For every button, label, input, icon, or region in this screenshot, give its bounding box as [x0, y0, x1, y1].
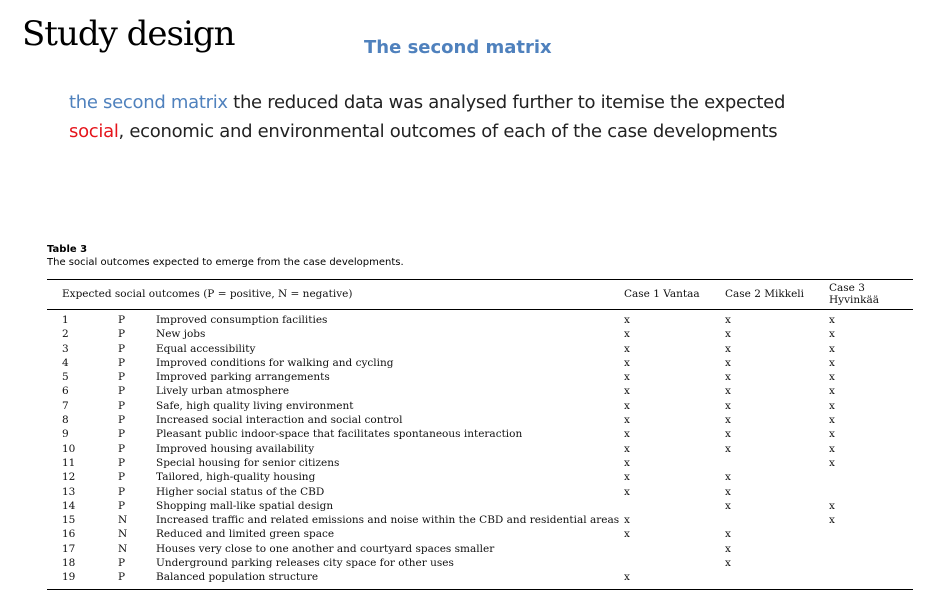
row-case2-mark: x [725, 485, 731, 498]
row-description: Improved conditions for walking and cycling [156, 356, 394, 369]
table-row [47, 499, 913, 513]
row-description: Safe, high quality living environment [156, 399, 354, 412]
row-number: 4 [62, 356, 69, 369]
row-number: 13 [62, 485, 76, 498]
row-number: 7 [62, 399, 69, 412]
row-description: Improved housing availability [156, 442, 315, 455]
table-row [47, 513, 913, 527]
row-case3-mark [829, 470, 913, 484]
row-type: P [118, 557, 126, 570]
row-case2-mark: x [725, 528, 731, 541]
table-row [47, 442, 913, 456]
matrix-heading: The second matrix [364, 37, 552, 58]
row-case1-mark [624, 542, 725, 556]
row-type: P [118, 471, 126, 484]
table-row [47, 413, 913, 427]
row-case1-mark: x [624, 414, 630, 427]
row-case3-mark: x [829, 428, 835, 441]
row-case3-mark: x [829, 356, 835, 369]
highlight-second-matrix: the second matrix [69, 92, 228, 113]
row-case3-mark [829, 542, 913, 556]
row-type: P [118, 356, 126, 369]
row-case1-mark: x [624, 570, 725, 589]
row-type: P [118, 385, 126, 398]
slide-title: Study design [22, 14, 235, 54]
row-description: Higher social status of the CBD [156, 485, 325, 498]
row-case1-mark: x [624, 399, 630, 412]
row-description: Reduced and limited green space [156, 528, 335, 541]
row-number: 12 [62, 471, 76, 484]
table-row [47, 470, 913, 484]
row-case3-mark: x [829, 414, 835, 427]
body-text-part2: , economic and environmental outcomes of each of the case developments [118, 120, 778, 142]
row-case3-mark [829, 556, 913, 570]
row-description: Improved consumption facilities [156, 314, 328, 326]
row-type: P [118, 428, 126, 441]
row-case2-mark: x [725, 557, 731, 570]
row-description: Shopping mall-like spatial design [156, 499, 334, 512]
row-case2-mark: x [725, 471, 731, 484]
table-row [47, 356, 913, 370]
row-case3-mark: x [829, 456, 835, 469]
row-case1-mark: x [624, 428, 630, 441]
outcomes-table [47, 279, 913, 590]
row-description: Tailored, high-quality housing [156, 471, 316, 484]
row-number: 19 [47, 570, 118, 589]
row-number: 8 [62, 414, 69, 427]
row-type: P [118, 399, 126, 412]
row-case2-mark: x [725, 499, 731, 512]
row-case2-mark [725, 513, 829, 527]
row-case1-mark: x [624, 342, 630, 355]
table-row [47, 310, 913, 328]
row-case1-mark: x [624, 314, 630, 326]
row-description: Houses very close to one another and courtyard spaces smaller [156, 542, 495, 555]
row-number: 2 [62, 328, 69, 341]
row-description: Pleasant public indoor-space that facilitates spontaneous interaction [156, 428, 523, 441]
row-type: P [118, 328, 126, 341]
header-outcomes: Expected social outcomes (P = positive, N = negative) [47, 280, 624, 310]
row-description: Equal accessibility [156, 342, 256, 355]
row-description: Increased traffic and related emissions and noise within the CBD and residential areas [156, 514, 620, 527]
row-number: 11 [62, 456, 76, 469]
row-case3-mark: x [829, 371, 835, 384]
row-case3-mark: x [829, 342, 835, 355]
table-row [47, 370, 913, 384]
highlight-social: social [69, 120, 119, 142]
table-label: Table 3 [47, 244, 88, 255]
body-paragraph [69, 89, 789, 146]
row-case3-mark: x [829, 399, 835, 412]
row-description: Special housing for senior citizens [156, 456, 340, 469]
row-number: 18 [62, 557, 76, 570]
table-row [47, 527, 913, 541]
row-number: 14 [62, 499, 76, 512]
table-row [47, 456, 913, 470]
table-caption [47, 243, 404, 269]
row-case3-mark: x [829, 385, 835, 398]
row-number: 17 [62, 542, 76, 555]
row-description: Lively urban atmosphere [156, 385, 290, 398]
row-case2-mark: x [725, 428, 731, 441]
table-row [47, 384, 913, 398]
row-number: 3 [62, 342, 69, 355]
row-type: P [118, 314, 126, 326]
row-case2-mark: x [725, 442, 731, 455]
row-case2-mark: x [725, 399, 731, 412]
row-case1-mark: x [624, 328, 630, 341]
row-type: P [118, 342, 126, 355]
row-case1-mark: x [624, 371, 630, 384]
row-type: N [118, 542, 128, 555]
row-type: P [118, 485, 126, 498]
header-case3: Case 3 Hyvinkää [829, 280, 913, 310]
row-type: P [118, 371, 126, 384]
row-case1-mark: x [624, 471, 630, 484]
row-type: P [118, 570, 156, 589]
row-type: P [118, 456, 126, 469]
row-case3-mark [829, 570, 913, 589]
table-row [47, 342, 913, 356]
row-case2-mark: x [725, 542, 731, 555]
table-header-row [47, 280, 913, 310]
table-row [47, 427, 913, 441]
row-case2-mark [725, 456, 829, 470]
row-case2-mark: x [725, 342, 731, 355]
row-case3-mark: x [829, 314, 835, 326]
header-case1: Case 1 Vantaa [624, 280, 725, 310]
row-case1-mark: x [624, 442, 630, 455]
row-number: 15 [62, 514, 76, 527]
row-case2-mark: x [725, 414, 731, 427]
row-case3-mark: x [829, 442, 835, 455]
row-case1-mark: x [624, 514, 630, 527]
row-description: Improved parking arrangements [156, 371, 330, 384]
row-case3-mark [829, 527, 913, 541]
body-text-part1: the reduced data was analysed further to itemise the expected [227, 92, 786, 113]
table-row [47, 556, 913, 570]
row-case2-mark: x [725, 371, 731, 384]
table-row [47, 327, 913, 341]
row-type: P [118, 414, 126, 427]
row-case2-mark [725, 570, 829, 589]
row-case2-mark: x [725, 385, 731, 398]
row-case1-mark: x [624, 528, 630, 541]
row-description: Underground parking releases city space for other uses [156, 557, 454, 570]
table-row [47, 399, 913, 413]
row-type: N [118, 528, 128, 541]
row-description: Increased social interaction and social control [156, 414, 403, 427]
row-description: New jobs [156, 328, 206, 341]
row-case2-mark: x [725, 314, 731, 326]
row-number: 6 [62, 385, 69, 398]
row-case3-mark [829, 485, 913, 499]
row-type: P [118, 499, 126, 512]
row-case1-mark [624, 499, 725, 513]
header-case2: Case 2 Mikkeli [725, 280, 829, 310]
row-number: 9 [62, 428, 69, 441]
row-case1-mark: x [624, 385, 630, 398]
row-case1-mark: x [624, 356, 630, 369]
row-case3-mark: x [829, 514, 835, 527]
row-number: 16 [62, 528, 76, 541]
table-row [47, 570, 913, 589]
table-description: The social outcomes expected to emerge from the case developments. [47, 257, 404, 268]
row-case1-mark [624, 556, 725, 570]
table-row [47, 542, 913, 556]
row-type: N [118, 514, 128, 527]
row-number: 10 [62, 442, 76, 455]
row-number: 1 [62, 314, 69, 326]
row-description: Balanced population structure [156, 570, 624, 589]
row-case3-mark: x [829, 328, 835, 341]
row-case3-mark: x [829, 499, 835, 512]
row-case2-mark: x [725, 356, 731, 369]
row-number: 5 [62, 371, 69, 384]
row-case1-mark: x [624, 485, 630, 498]
row-type: P [118, 442, 126, 455]
table-row [47, 485, 913, 499]
row-case2-mark: x [725, 328, 731, 341]
row-case1-mark: x [624, 456, 630, 469]
